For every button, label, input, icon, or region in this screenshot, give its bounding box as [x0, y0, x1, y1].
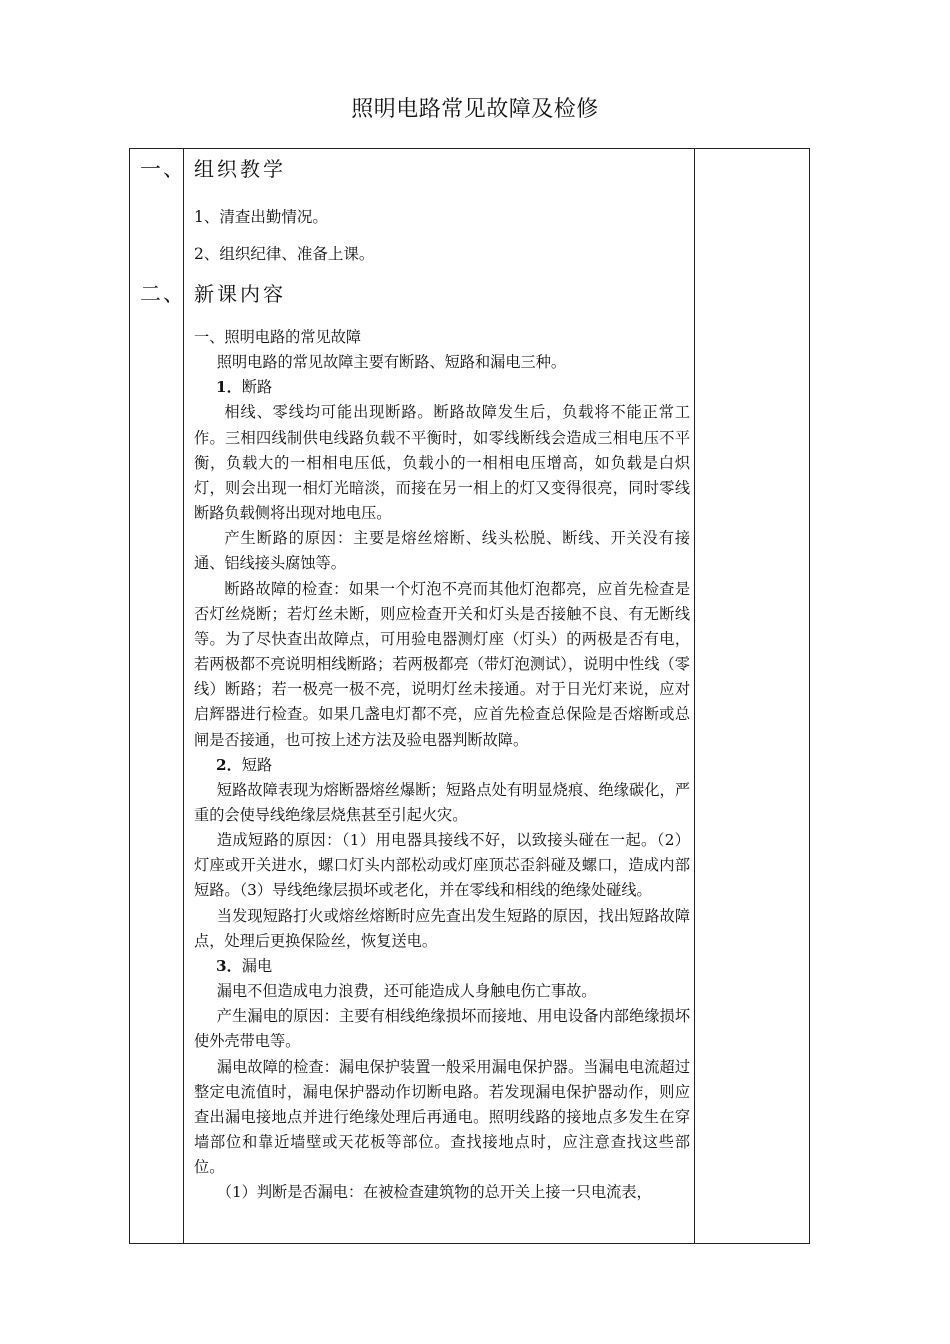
paragraph: 漏电故障的检查：漏电保护装置一般采用漏电保护器。当漏电电流超过整定电流值时，漏电保护器动作切断电路。若发现漏电保护器动作，则应查出漏电接地点并进行绝缘处理后再通电。照明线路的接地点多发生在穿墙部位和靠近墙壁或天花板等部位。查找接地点时，应注意查找这些部位。: [194, 1057, 690, 1177]
subheading-label: 断路: [241, 378, 273, 397]
paragraph: 照明电路的常见故障主要有断路、短路和漏电三种。: [216, 353, 567, 372]
section-1-heading: 组织教学: [194, 157, 286, 181]
section-1-item: 1、清查出勤情况。: [194, 208, 328, 226]
subheading-label: 短路: [241, 755, 273, 774]
subheading-number: 1．: [216, 378, 242, 397]
subheading-number: 2．: [216, 755, 242, 774]
section-1-number: 一、: [140, 157, 186, 181]
column-divider-left: [183, 149, 184, 1243]
column-divider-right: [694, 149, 695, 1243]
paragraph: 相线、零线均可能出现断路。断路故障发生后，负载将不能正常工作。三相四线制供电线路负载不平衡时，如零线断线会造成三相电压不平衡，负载大的一相相电压低，负载小的一相相电压增高，如负载是白炽灯，则会出现一相灯光暗淡，而接在另一相上的灯又变得很亮，同时零线断路负载侧将出现对地电压。: [194, 403, 690, 523]
section-2-content: [194, 325, 690, 1205]
paragraph: 造成短路的原因：（1）用电器具接线不好，以致接头碰在一起。（2）灯座或开关进水，螺口灯头内部松动或灯座顶芯歪斜碰及螺口，造成内部短路。（3）导线绝缘层损坏或老化，并在零线和相线的绝缘处碰线。: [194, 831, 690, 900]
section-2-number: 二、: [140, 282, 186, 306]
section-1-item: 2、组织纪律、准备上课。: [194, 245, 375, 263]
paragraph: （1）判断是否漏电：在被检查建筑物的总开关上接一只电流表，: [216, 1183, 652, 1202]
part-title: 一、照明电路的常见故障: [194, 328, 362, 346]
subheading-open-circuit: [194, 375, 690, 400]
section-2-heading: 新课内容: [194, 282, 286, 306]
subheading-label: 漏电: [241, 956, 273, 975]
paragraph: 漏电不但造成电力浪费，还可能造成人身触电伤亡事故。: [216, 982, 597, 1001]
paragraph: 断路故障的检查：如果一个灯泡不亮而其他灯泡都亮，应首先检查是否灯丝烧断；若灯丝未断，则应检查开关和灯头是否接触不良、有无断线等。为了尽快查出故障点，可用验电器测灯座（灯头）的两极是否有电，若两极都不亮说明相线断路；若两极都亮（带灯泡测试），说明中性线（零线）断路；若一极亮一极不亮，说明灯丝未接通。对于日光灯来说，应对启辉器进行检查。如果几盏电灯都不亮，应首先检查总保险是否熔断或总闸是否接通，也可按上述方法及验电器判断故障。: [194, 579, 690, 749]
page-title: 照明电路常见故障及检修: [351, 97, 599, 122]
paragraph: 当发现短路打火或熔丝熔断时应先查出发生短路的原因，找出短路故障点，处理后更换保险丝，恢复送电。: [194, 906, 690, 950]
subheading-leakage: [194, 954, 690, 979]
subheading-short-circuit: [194, 753, 690, 778]
lesson-table: [129, 148, 810, 1244]
subheading-number: 3．: [216, 956, 242, 975]
paragraph: 产生断路的原因：主要是熔丝熔断、线头松脱、断线、开关没有接通、铝线接头腐蚀等。: [194, 529, 690, 573]
paragraph: 短路故障表现为熔断器熔丝爆断；短路点处有明显烧痕、绝缘碳化，严重的会使导线绝缘层烧焦甚至引起火灾。: [194, 780, 690, 824]
paragraph: 产生漏电的原因：主要有相线绝缘损坏而接地、用电设备内部绝缘损坏使外壳带电等。: [194, 1007, 690, 1051]
